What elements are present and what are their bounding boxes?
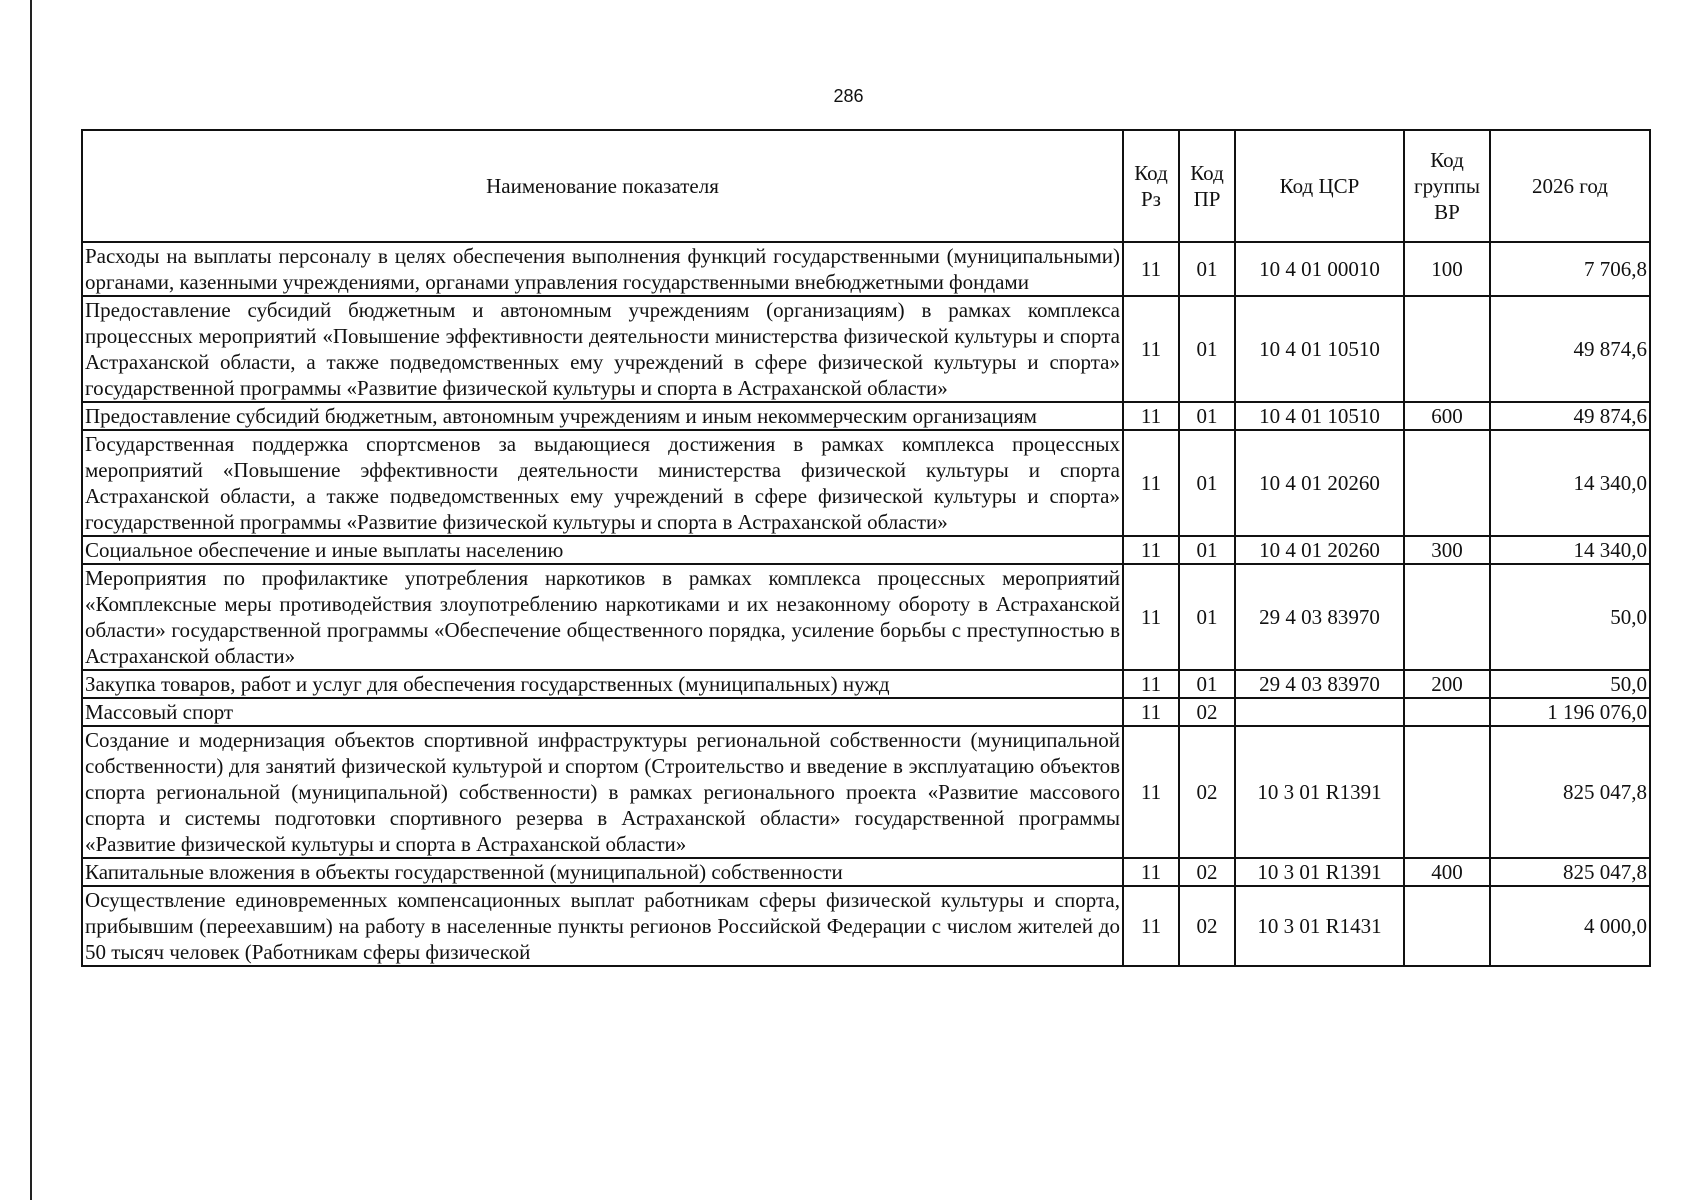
cell-amount: 14 340,0 bbox=[1490, 430, 1650, 536]
cell-csr: 29 4 03 83970 bbox=[1235, 670, 1404, 698]
cell-name: Предоставление субсидий бюджетным и автономным учреждениям (организациям) в рамках комплекса процессных мероприятий «Повышение эффективности деятельности министерства физической культуры и спорта Астраханской области, а также подведомственных ему учреждений в сфере физической культуры и спорта» государственной программы «Развитие физической культуры и спорта в Астраханской области» bbox=[82, 296, 1123, 402]
cell-name: Социальное обеспечение и иные выплаты населению bbox=[82, 536, 1123, 564]
cell-pr: 01 bbox=[1179, 402, 1235, 430]
budget-table bbox=[81, 129, 1651, 967]
cell-name: Закупка товаров, работ и услуг для обеспечения государственных (муниципальных) нужд bbox=[82, 670, 1123, 698]
cell-csr: 10 3 01 R1431 bbox=[1235, 886, 1404, 966]
header-rz: Код Рз bbox=[1123, 130, 1179, 242]
cell-name: Предоставление субсидий бюджетным, автономным учреждениям и иным некоммерческим организациям bbox=[82, 402, 1123, 430]
table-row bbox=[82, 536, 1650, 564]
scan-margin-line bbox=[30, 0, 32, 1200]
cell-amount: 4 000,0 bbox=[1490, 886, 1650, 966]
cell-vr bbox=[1404, 886, 1490, 966]
cell-amount: 1 196 076,0 bbox=[1490, 698, 1650, 726]
cell-pr: 01 bbox=[1179, 670, 1235, 698]
cell-amount: 825 047,8 bbox=[1490, 726, 1650, 858]
cell-name: Массовый спорт bbox=[82, 698, 1123, 726]
cell-name: Капитальные вложения в объекты государственной (муниципальной) собственности bbox=[82, 858, 1123, 886]
cell-csr: 10 4 01 20260 bbox=[1235, 536, 1404, 564]
cell-amount: 825 047,8 bbox=[1490, 858, 1650, 886]
cell-rz: 11 bbox=[1123, 402, 1179, 430]
cell-pr: 02 bbox=[1179, 858, 1235, 886]
cell-pr: 01 bbox=[1179, 242, 1235, 296]
cell-vr bbox=[1404, 296, 1490, 402]
header-pr: Код ПР bbox=[1179, 130, 1235, 242]
cell-amount: 49 874,6 bbox=[1490, 296, 1650, 402]
cell-rz: 11 bbox=[1123, 698, 1179, 726]
cell-rz: 11 bbox=[1123, 726, 1179, 858]
cell-csr: 10 4 01 10510 bbox=[1235, 402, 1404, 430]
cell-amount: 50,0 bbox=[1490, 670, 1650, 698]
table-row bbox=[82, 698, 1650, 726]
cell-pr: 01 bbox=[1179, 536, 1235, 564]
cell-amount: 7 706,8 bbox=[1490, 242, 1650, 296]
header-name: Наименование показателя bbox=[82, 130, 1123, 242]
cell-name: Осуществление единовременных компенсационных выплат работникам сферы физической культуры и спорта, прибывшим (переехавшим) на работу в населенные пункты регионов Российской Федерации с числом жителей до 50 тысяч человек (Работникам сферы физической bbox=[82, 886, 1123, 966]
cell-csr: 10 3 01 R1391 bbox=[1235, 858, 1404, 886]
cell-rz: 11 bbox=[1123, 858, 1179, 886]
table-row bbox=[82, 858, 1650, 886]
cell-name: Создание и модернизация объектов спортивной инфраструктуры региональной собственности (муниципальной собственности) для занятий физической культурой и спортом (Строительство и введение в эксплуатацию объектов спорта региональной (муниципальной) собственности) в рамках регионального проекта «Развитие массового спорта и системы подготовки спортивного резерва в Астраханской области» государственной программы «Развитие физической культуры и спорта в Астраханской области» bbox=[82, 726, 1123, 858]
cell-vr: 200 bbox=[1404, 670, 1490, 698]
table-row bbox=[82, 402, 1650, 430]
cell-pr: 02 bbox=[1179, 726, 1235, 858]
cell-name: Государственная поддержка спортсменов за выдающиеся достижения в рамках комплекса процессных мероприятий «Повышение эффективности деятельности министерства физической культуры и спорта Астраханской области, а также подведомственных ему учреждений в сфере физической культуры и спорта» государственной программы «Развитие физической культуры и спорта в Астраханской области» bbox=[82, 430, 1123, 536]
table-header-row bbox=[82, 130, 1650, 242]
table-body bbox=[82, 242, 1650, 966]
cell-vr: 100 bbox=[1404, 242, 1490, 296]
cell-pr: 02 bbox=[1179, 886, 1235, 966]
cell-amount: 14 340,0 bbox=[1490, 536, 1650, 564]
table-row bbox=[82, 430, 1650, 536]
cell-csr bbox=[1235, 698, 1404, 726]
cell-rz: 11 bbox=[1123, 242, 1179, 296]
cell-csr: 29 4 03 83970 bbox=[1235, 564, 1404, 670]
cell-name: Расходы на выплаты персоналу в целях обеспечения выполнения функций государственными (муниципальными) органами, казенными учреждениями, органами управления государственными внебюджетными фондами bbox=[82, 242, 1123, 296]
cell-vr bbox=[1404, 726, 1490, 858]
cell-csr: 10 3 01 R1391 bbox=[1235, 726, 1404, 858]
cell-pr: 02 bbox=[1179, 698, 1235, 726]
table-row bbox=[82, 886, 1650, 966]
header-csr: Код ЦСР bbox=[1235, 130, 1404, 242]
cell-amount: 50,0 bbox=[1490, 564, 1650, 670]
cell-rz: 11 bbox=[1123, 430, 1179, 536]
cell-rz: 11 bbox=[1123, 886, 1179, 966]
cell-rz: 11 bbox=[1123, 536, 1179, 564]
cell-name: Мероприятия по профилактике употребления наркотиков в рамках комплекса процессных мероприятий «Комплексные меры противодействия злоупотреблению наркотиками и их незаконному обороту в Астраханской области» государственной программы «Обеспечение общественного порядка, усиление борьбы с преступностью в Астраханской области» bbox=[82, 564, 1123, 670]
table-row bbox=[82, 242, 1650, 296]
page-number: 286 bbox=[833, 86, 864, 106]
cell-pr: 01 bbox=[1179, 430, 1235, 536]
cell-pr: 01 bbox=[1179, 564, 1235, 670]
cell-rz: 11 bbox=[1123, 670, 1179, 698]
cell-vr: 300 bbox=[1404, 536, 1490, 564]
cell-vr: 400 bbox=[1404, 858, 1490, 886]
table-row bbox=[82, 726, 1650, 858]
cell-csr: 10 4 01 10510 bbox=[1235, 296, 1404, 402]
table-row bbox=[82, 670, 1650, 698]
table-row bbox=[82, 296, 1650, 402]
header-year: 2026 год bbox=[1490, 130, 1650, 242]
cell-vr: 600 bbox=[1404, 402, 1490, 430]
cell-rz: 11 bbox=[1123, 564, 1179, 670]
cell-amount: 49 874,6 bbox=[1490, 402, 1650, 430]
cell-csr: 10 4 01 20260 bbox=[1235, 430, 1404, 536]
header-vr: Код группы ВР bbox=[1404, 130, 1490, 242]
cell-vr bbox=[1404, 698, 1490, 726]
cell-csr: 10 4 01 00010 bbox=[1235, 242, 1404, 296]
cell-rz: 11 bbox=[1123, 296, 1179, 402]
table-row bbox=[82, 564, 1650, 670]
cell-vr bbox=[1404, 564, 1490, 670]
cell-pr: 01 bbox=[1179, 296, 1235, 402]
cell-vr bbox=[1404, 430, 1490, 536]
